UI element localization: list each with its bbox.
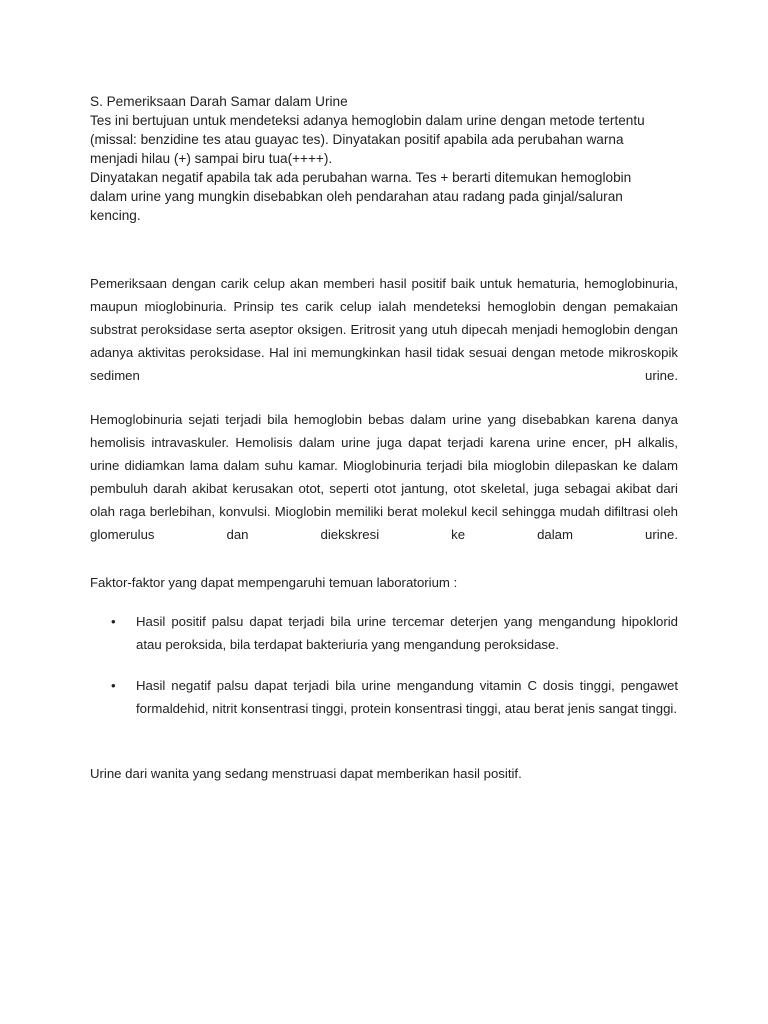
intro-line: kencing. <box>90 208 141 223</box>
paragraph-closing: Urine dari wanita yang sedang menstruasi dapat memberikan hasil positif. <box>90 766 522 781</box>
paragraph-carik-celup: Pemeriksaan dengan carik celup akan memberi hasil positif baik untuk hematuria, hemoglobinuria, maupun mioglobinuria. Prinsip tes carik celup ialah mendeteksi hemoglobin dengan pemakaian substrat peroksidase serta aseptor oksigen. Eritrosit yang utuh dipecah menjadi hemoglobin dengan adanya aktivitas peroksidase. Hal ini memungkinkan hasil tidak sesuai dengan metode mikroskopik sedimen urine. <box>90 276 678 383</box>
list-item-text: Hasil positif palsu dapat terjadi bila urine tercemar deterjen yang mengandung hipoklorid atau peroksida, bila terdapat bakteriuria yang mengandung peroksidase. <box>136 614 678 652</box>
paragraph-factors-heading: Faktor-faktor yang dapat mempengaruhi temuan laboratorium : <box>90 575 458 590</box>
intro-line: Tes ini bertujuan untuk mendeteksi adanya hemoglobin dalam urine dengan metode tertentu <box>90 113 645 128</box>
factors-list <box>90 674 678 720</box>
paragraph-hemoglobinuria: Hemoglobinuria sejati terjadi bila hemoglobin bebas dalam urine yang disebabkan karena danya hemolisis intravaskuler. Hemolisis dalam urine juga dapat terjadi karena urine encer, pH alkalis, urine didiamkan lama dalam suhu kamar. Mioglobinuria terjadi bila mioglobin dilepaskan ke dalam pembuluh darah akibat kerusakan otot, seperti otot jantung, otot skeletal, juga sebagai akibat dari olah raga berlebihan, konvulsi. Mioglobin memiliki berat molekul kecil sehingga mudah difiltrasi oleh glomerulus dan diekskresi ke dalam urine. <box>90 412 678 542</box>
list-item <box>90 674 678 720</box>
section-title: S. Pemeriksaan Darah Samar dalam Urine <box>90 94 348 109</box>
intro-line: (missal: benzidine tes atau guayac tes). Dinyatakan positif apabila ada perubahan warna <box>90 132 624 147</box>
intro-line: Dinyatakan negatif apabila tak ada perubahan warna. Tes + berarti ditemukan hemoglobin <box>90 170 632 185</box>
bullet-icon: • <box>111 614 116 629</box>
bullet-icon: • <box>111 678 116 693</box>
list-item-text: Hasil negatif palsu dapat terjadi bila urine mengandung vitamin C dosis tinggi, pengawet formaldehid, nitrit konsentrasi tinggi, protein konsentrasi tinggi, atau berat jenis sangat tinggi. <box>136 678 678 716</box>
intro-line: menjadi hilau (+) sampai biru tua(++++). <box>90 151 333 166</box>
factors-list <box>90 610 678 656</box>
intro-line: dalam urine yang mungkin disebabkan oleh pendarahan atau radang pada ginjal/saluran <box>90 189 623 204</box>
list-item <box>90 610 678 656</box>
intro-section <box>90 92 678 225</box>
